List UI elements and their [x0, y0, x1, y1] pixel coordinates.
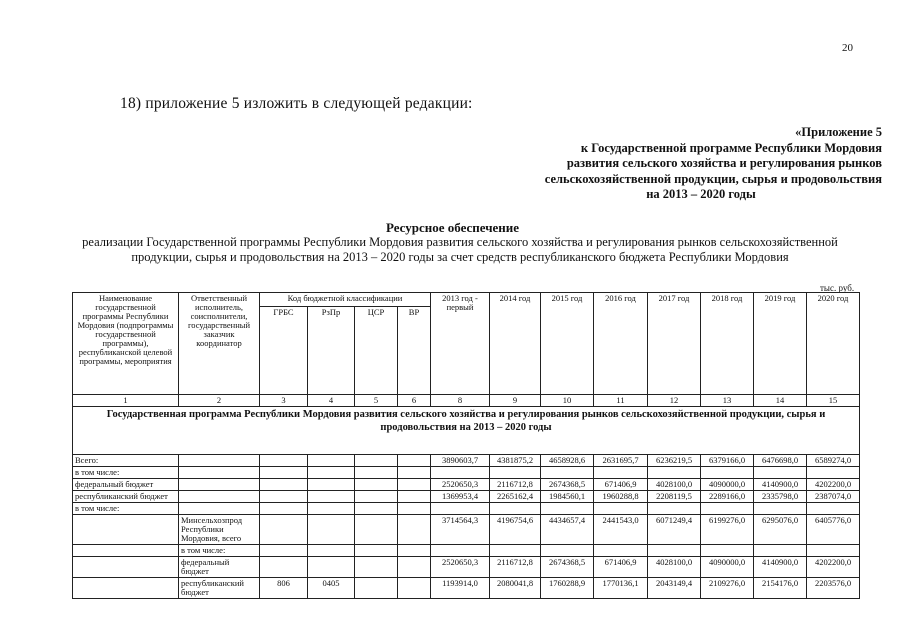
appendix-line: сельскохозяйственной продукции, сырья и продовольствия	[544, 171, 882, 186]
row-name: федеральный бюджет	[73, 479, 179, 491]
row-value	[754, 545, 807, 557]
row-executor: Минсельхозпрод Республики Мордовия, всего	[179, 515, 260, 545]
header-year: 2018 год	[701, 293, 754, 395]
row-grbs	[260, 467, 308, 479]
row-value	[701, 545, 754, 557]
row-csr	[355, 479, 398, 491]
row-value: 2208119,5	[648, 491, 701, 503]
column-number: 3	[260, 395, 308, 407]
column-number-row	[73, 395, 860, 407]
header-row	[73, 293, 860, 307]
appendix-line: «Приложение 5	[795, 125, 882, 139]
row-value	[754, 503, 807, 515]
row-value: 2154176,0	[754, 578, 807, 599]
row-executor: федеральный бюджет	[179, 557, 260, 578]
row-rzpr	[308, 545, 355, 557]
row-csr	[355, 515, 398, 545]
row-rzpr	[308, 503, 355, 515]
row-value: 2116712,8	[490, 557, 541, 578]
appendix-line: развития сельского хозяйства и регулирования рынков	[566, 156, 882, 170]
appendix-caption	[480, 125, 882, 203]
row-value: 4202200,0	[807, 557, 860, 578]
row-value: 1984560,1	[541, 491, 594, 503]
row-value	[431, 467, 490, 479]
row-grbs	[260, 455, 308, 467]
row-value: 4028100,0	[648, 479, 701, 491]
row-value	[541, 467, 594, 479]
row-value: 1770136,1	[594, 578, 648, 599]
row-value: 2080041,8	[490, 578, 541, 599]
header-budget-code: Код бюджетной классификации	[260, 293, 431, 307]
row-value: 4140900,0	[754, 479, 807, 491]
row-value	[594, 503, 648, 515]
header-year: 2020 год	[807, 293, 860, 395]
column-number: 8	[431, 395, 490, 407]
column-number: 4	[308, 395, 355, 407]
row-value	[807, 503, 860, 515]
column-number: 9	[490, 395, 541, 407]
row-executor: в том числе:	[179, 545, 260, 557]
table-row	[73, 578, 860, 599]
row-value: 4381875,2	[490, 455, 541, 467]
row-executor	[179, 455, 260, 467]
row-value: 2335798,0	[754, 491, 807, 503]
row-value	[490, 503, 541, 515]
appendix-line: на 2013 – 2020 годы	[646, 187, 756, 201]
row-grbs: 806	[260, 578, 308, 599]
row-value: 6071249,4	[648, 515, 701, 545]
row-executor	[179, 503, 260, 515]
row-value: 1760288,9	[541, 578, 594, 599]
row-value: 4202200,0	[807, 479, 860, 491]
row-name: в том числе:	[73, 467, 179, 479]
document-subtitle: реализации Государственной программы Республики Мордовия развития сельского хозяйства и регулирования рынков сельскохозяйственной продукции, сырья и продовольствия на 2013 – 2020 годы за счет средств республиканского бюджета Республики Мордовия	[82, 235, 838, 264]
units-label: тыс. руб.	[820, 283, 855, 293]
row-value: 3714564,3	[431, 515, 490, 545]
row-value: 671406,9	[594, 557, 648, 578]
row-value: 4196754,6	[490, 515, 541, 545]
row-value: 4434657,4	[541, 515, 594, 545]
row-csr	[355, 578, 398, 599]
row-rzpr	[308, 491, 355, 503]
row-value: 6405776,0	[807, 515, 860, 545]
row-vr	[398, 545, 431, 557]
table-row	[73, 479, 860, 491]
row-value	[594, 467, 648, 479]
header-code-csr: ЦСР	[355, 307, 398, 395]
row-vr	[398, 467, 431, 479]
header-code-grbs: ГРБС	[260, 307, 308, 395]
row-value: 2116712,8	[490, 479, 541, 491]
table-row	[73, 557, 860, 578]
column-number: 13	[701, 395, 754, 407]
row-value: 2674368,5	[541, 557, 594, 578]
row-value	[594, 545, 648, 557]
row-name	[73, 545, 179, 557]
header-code-rzpr: РзПр	[308, 307, 355, 395]
row-value: 4028100,0	[648, 557, 701, 578]
row-value	[431, 545, 490, 557]
row-value: 4140900,0	[754, 557, 807, 578]
row-value: 2520650,3	[431, 479, 490, 491]
row-value	[541, 503, 594, 515]
row-value: 2109276,0	[701, 578, 754, 599]
row-executor	[179, 479, 260, 491]
row-value: 6236219,5	[648, 455, 701, 467]
table-body	[73, 455, 860, 599]
row-rzpr	[308, 467, 355, 479]
row-vr	[398, 578, 431, 599]
header-year: 2014 год	[490, 293, 541, 395]
resource-table	[72, 292, 860, 599]
row-value: 6379166,0	[701, 455, 754, 467]
row-rzpr: 0405	[308, 578, 355, 599]
row-name	[73, 578, 179, 599]
table-row	[73, 545, 860, 557]
row-value: 2387074,0	[807, 491, 860, 503]
row-value: 2043149,4	[648, 578, 701, 599]
column-number: 12	[648, 395, 701, 407]
header-code-vr: ВР	[398, 307, 431, 395]
header-name: Наименование государственной программы Республики Мордовия (подпрограммы государственной программы), республиканской целевой программы, мероприятия	[73, 293, 179, 395]
row-vr	[398, 503, 431, 515]
row-value	[431, 503, 490, 515]
row-value: 4090000,0	[701, 557, 754, 578]
row-value: 671406,9	[594, 479, 648, 491]
row-csr	[355, 503, 398, 515]
table-row	[73, 455, 860, 467]
row-name: республиканский бюджет	[73, 491, 179, 503]
table-row	[73, 467, 860, 479]
row-name: в том числе:	[73, 503, 179, 515]
row-value	[490, 545, 541, 557]
row-grbs	[260, 557, 308, 578]
row-value: 6589274,0	[807, 455, 860, 467]
row-grbs	[260, 545, 308, 557]
row-grbs	[260, 515, 308, 545]
program-title-row	[73, 407, 860, 455]
table-row	[73, 503, 860, 515]
row-rzpr	[308, 479, 355, 491]
row-value: 2289166,0	[701, 491, 754, 503]
row-value: 1960288,8	[594, 491, 648, 503]
row-name	[73, 557, 179, 578]
row-value	[648, 545, 701, 557]
column-number: 1	[73, 395, 179, 407]
row-rzpr	[308, 515, 355, 545]
row-value: 6199276,0	[701, 515, 754, 545]
program-title: Государственная программа Республики Мордовия развития сельского хозяйства и регулирования рынков сельскохозяйственной продукции, сырья и продовольствия на 2013 – 2020 годы	[73, 407, 860, 455]
header-year: 2017 год	[648, 293, 701, 395]
row-name: Всего:	[73, 455, 179, 467]
header-year: 2019 год	[754, 293, 807, 395]
row-value: 1193914,0	[431, 578, 490, 599]
row-csr	[355, 557, 398, 578]
table-row	[73, 515, 860, 545]
row-grbs	[260, 491, 308, 503]
row-executor	[179, 467, 260, 479]
row-csr	[355, 467, 398, 479]
row-vr	[398, 491, 431, 503]
header-year: 2015 год	[541, 293, 594, 395]
row-name	[73, 515, 179, 545]
row-value	[490, 467, 541, 479]
column-number: 10	[541, 395, 594, 407]
row-value	[701, 503, 754, 515]
column-number: 14	[754, 395, 807, 407]
row-value: 6476698,0	[754, 455, 807, 467]
row-value	[648, 503, 701, 515]
header-year: 2013 год - первый	[431, 293, 490, 395]
row-value	[648, 467, 701, 479]
row-value: 1369953,4	[431, 491, 490, 503]
page-number: 20	[842, 42, 853, 54]
column-number: 2	[179, 395, 260, 407]
row-vr	[398, 479, 431, 491]
appendix-line: к Государственной программе Республики Мордовия	[580, 140, 882, 155]
header-year: 2016 год	[594, 293, 648, 395]
document-title: Ресурсное обеспечение	[385, 220, 520, 235]
row-value	[541, 545, 594, 557]
row-value: 2203576,0	[807, 578, 860, 599]
row-csr	[355, 491, 398, 503]
row-value: 2674368,5	[541, 479, 594, 491]
row-rzpr	[308, 455, 355, 467]
header-executor: Ответственный исполнитель, соисполнители, государственный заказчик координатор	[179, 293, 260, 395]
column-number: 6	[398, 395, 431, 407]
row-vr	[398, 557, 431, 578]
row-value: 2265162,4	[490, 491, 541, 503]
row-csr	[355, 545, 398, 557]
intro-text: 18) приложение 5 изложить в следующей редакции:	[120, 95, 473, 112]
row-rzpr	[308, 557, 355, 578]
row-csr	[355, 455, 398, 467]
row-value	[807, 545, 860, 557]
row-vr	[398, 455, 431, 467]
row-value: 4658928,6	[541, 455, 594, 467]
row-value: 2441543,0	[594, 515, 648, 545]
row-grbs	[260, 503, 308, 515]
row-value: 3890603,7	[431, 455, 490, 467]
row-value	[701, 467, 754, 479]
row-vr	[398, 515, 431, 545]
column-number: 15	[807, 395, 860, 407]
table-row	[73, 491, 860, 503]
row-grbs	[260, 479, 308, 491]
row-value: 6295076,0	[754, 515, 807, 545]
row-value: 4090000,0	[701, 479, 754, 491]
row-executor: республиканский бюджет	[179, 578, 260, 599]
row-value	[754, 467, 807, 479]
column-number: 5	[355, 395, 398, 407]
column-number: 11	[594, 395, 648, 407]
row-value	[807, 467, 860, 479]
row-value: 2520650,3	[431, 557, 490, 578]
row-value: 2631695,7	[594, 455, 648, 467]
row-executor	[179, 491, 260, 503]
